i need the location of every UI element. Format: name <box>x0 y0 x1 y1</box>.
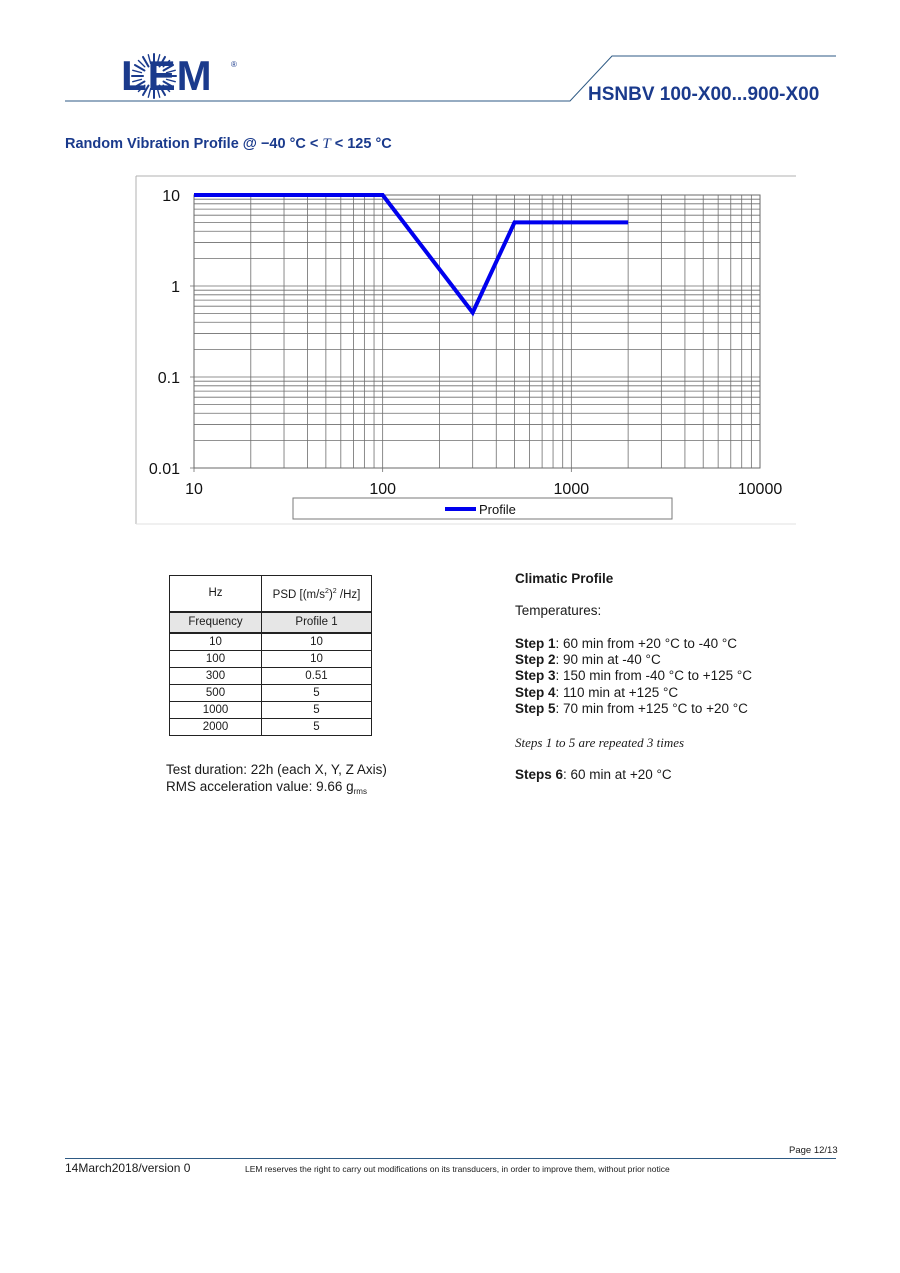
table-cell-psd: 5 <box>262 718 372 735</box>
step-text: : 70 min from +125 °C to +20 °C <box>555 701 748 716</box>
table-subheader-frequency: Frequency <box>170 612 262 633</box>
step-label: Step 3 <box>515 668 556 683</box>
x-tick-label: 10 <box>185 481 203 498</box>
table-subheader-row <box>170 612 372 633</box>
table-header-row <box>170 576 372 612</box>
rms-acceleration <box>166 779 367 796</box>
lem-logo-text: LEM <box>121 52 213 99</box>
page-number: Page 12/13 <box>789 1145 838 1156</box>
table-cell-frequency: 300 <box>170 667 262 684</box>
legend-label-profile: Profile <box>479 502 516 517</box>
vibration-chart <box>0 0 900 540</box>
table-row <box>170 718 372 735</box>
y-tick-label: 1 <box>171 279 180 296</box>
footer-notice: LEM reserves the right to carry out modifications on its transducers, in order to improve them, without prior notice <box>245 1164 670 1174</box>
climatic-step <box>515 685 678 700</box>
step-text: : 60 min at +20 °C <box>563 767 672 782</box>
rms-text: RMS acceleration value: 9.66 g <box>166 779 354 794</box>
product-title: HSNBV 100-X00...900-X00 <box>588 84 820 105</box>
climatic-final-step <box>515 767 672 782</box>
psd-table <box>169 575 372 736</box>
step-text: : 150 min from -40 °C to +125 °C <box>555 668 753 683</box>
step-label: Step 2 <box>515 652 556 667</box>
table-row <box>170 701 372 718</box>
table-cell-frequency: 100 <box>170 650 262 667</box>
table-cell-psd: 0.51 <box>262 667 372 684</box>
table-header-psd: PSD [$(m/s^2)^2$ /Hz] <box>262 576 372 612</box>
repeat-note: Steps 1 to 5 are repeated 3 times <box>515 735 685 750</box>
table-cell-frequency: 500 <box>170 684 262 701</box>
climatic-step <box>515 636 737 651</box>
step-text: : 110 min at +125 °C <box>555 685 679 700</box>
table-row <box>170 633 372 651</box>
table-subheader-profile: Profile 1 <box>262 612 372 633</box>
registered-mark: ® <box>231 60 237 69</box>
table-row <box>170 650 372 667</box>
table-cell-psd: 10 <box>262 633 372 651</box>
table-row <box>170 667 372 684</box>
x-tick-label: 10000 <box>737 481 783 498</box>
step-label: Step 1 <box>515 636 556 651</box>
table-cell-psd: 5 <box>262 701 372 718</box>
table-cell-frequency: 1000 <box>170 701 262 718</box>
y-tick-label: 10 <box>162 188 180 205</box>
step-label: Steps 6 <box>515 767 564 782</box>
test-duration: Test duration: 22h (each X, Y, Z Axis) <box>166 762 387 777</box>
step-text: : 60 min from +20 °C to -40 °C <box>555 636 738 651</box>
climatic-title: Climatic Profile <box>515 571 614 586</box>
section-title-variable: T <box>322 136 331 152</box>
footer-rule <box>65 1158 836 1159</box>
x-tick-label: 1000 <box>553 481 590 498</box>
table-cell-frequency: 10 <box>170 633 262 651</box>
y-tick-label: 0.01 <box>148 461 180 478</box>
section-title-suffix: < 125 °C <box>330 136 392 152</box>
y-tick-label: 0.1 <box>157 370 180 387</box>
climatic-step <box>515 668 752 683</box>
table-row <box>170 684 372 701</box>
climatic-step <box>515 701 748 716</box>
step-label: Step 5 <box>515 701 556 716</box>
step-text: : 90 min at -40 °C <box>555 652 661 667</box>
table-cell-frequency: 2000 <box>170 718 262 735</box>
section-title-prefix: Random Vibration Profile @ −40 °C < <box>65 136 323 152</box>
temperatures-label: Temperatures: <box>515 603 602 618</box>
rms-subscript: rms <box>353 787 367 796</box>
table-cell-psd: 10 <box>262 650 372 667</box>
step-label: Step 4 <box>515 685 556 700</box>
table-cell-psd: 5 <box>262 684 372 701</box>
climatic-step <box>515 652 661 667</box>
footer-date: 14March2018/version 0 <box>65 1161 191 1175</box>
table-header-hz: Hz <box>170 576 262 612</box>
x-tick-label: 100 <box>369 481 397 498</box>
plot-area-border <box>194 195 760 468</box>
